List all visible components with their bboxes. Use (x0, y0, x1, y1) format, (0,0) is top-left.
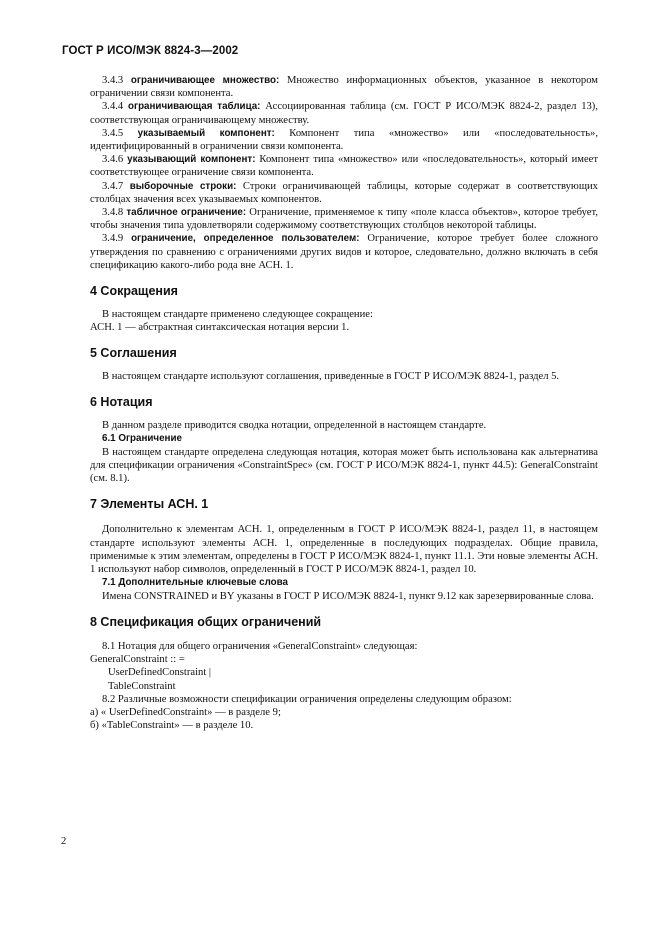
definition-text: Ассоциированная таблица (см. ГОСТ Р ИСО/МЭК 8824-2, раздел 13), соответствующая ограничивающему множеству. (90, 101, 598, 126)
subsection-6-1-title (90, 432, 598, 445)
clause-number: 3.4.3 (102, 75, 124, 86)
definition-3-4-4 (90, 100, 598, 126)
definition-3-4-8 (90, 206, 598, 232)
term: ограничивающая таблица: (128, 101, 261, 113)
term: ограничивающее множество: (130, 75, 280, 86)
section-6-1-paragraph: В настоящем стандарте определена следующая нотация, которая может быть использована как альтернатива для спецификации ограничения «ConstraintSpec» (см. ГОСТ Р ИСО/МЭК 8824-1, пункт 44.5): GeneralConstraint (см. 8.1). (90, 446, 598, 485)
definition-text: Множество информационных объектов, указанное в некотором ограничении связи компонента. (90, 75, 598, 100)
section-heading-6: 6 Нотация (90, 395, 153, 410)
section-heading-8: 8 Спецификация общих ограничений (90, 614, 322, 629)
definition-3-4-7 (90, 180, 598, 206)
section-heading-4: 4 Сокращения (90, 284, 178, 299)
clause-number: 3.4.7 (102, 180, 124, 192)
definition-text: Ограничение, которое требует более сложного утверждения по сравнению с ограничениями других видов и которое, следовательно, должно включать в себя спецификацию какого-либо рода вне АСН. 1. (90, 233, 598, 271)
definition-text: Компонент типа «множество» или «последовательность», идентифицированный в ограничении связи компонента. (90, 127, 598, 153)
grammar-line-3: TableConstraint (108, 680, 176, 692)
clause-number: 3.4.8 (102, 207, 124, 219)
clause-number: 3.4.6 (102, 154, 124, 166)
clause-number: 3.4.9 (102, 233, 124, 245)
term: ограничение, определенное пользователем: (131, 233, 360, 245)
definition-text: Ограничение, применяемое к типу «поле класса объектов», которое требует, чтобы значения типа удовлетворяли содержимому соответствующих столбцов некоторой таблицы. (90, 207, 598, 232)
page-content (90, 74, 598, 732)
list-item-b: б) «TableConstraint» — в разделе 10. (90, 720, 254, 732)
term: табличное ограничение: (126, 207, 247, 219)
list-item-a: а) « UserDefinedConstraint» — в разделе 9; (90, 706, 281, 718)
subsection-title: 6.1 Ограничение (102, 433, 182, 445)
definition-3-4-3 (90, 74, 598, 100)
term: указываемый компонент: (137, 127, 275, 139)
page-number: 2 (61, 836, 67, 847)
definition-3-4-6 (90, 153, 598, 179)
section-6-paragraph: В данном разделе приводится сводка нотации, определенной в настоящем стандарте. (102, 420, 487, 432)
section-5-paragraph: В настоящем стандарте используют соглашения, приведенные в ГОСТ Р ИСО/МЭК 8824-1, раздел 5. (102, 370, 560, 382)
section-8-2-paragraph: 8.2 Различные возможности спецификации ограничения определены следующим образом: (102, 693, 512, 705)
section-8-1-paragraph: 8.1 Нотация для общего ограничения «GeneralConstraint» следующая: (102, 640, 418, 652)
page-header: ГОСТ Р ИСО/МЭК 8824-3—2002 (62, 45, 239, 57)
definition-text: Строки ограничивающей таблицы, которые содержат в соответствующих столбцах значения всех указываемых компонентов. (90, 180, 598, 205)
section-4-abbreviation: АСН. 1 — абстрактная синтаксическая нотация версии 1. (90, 322, 350, 334)
section-4-paragraph: В настоящем стандарте применено следующее сокращение: (102, 309, 373, 321)
term: выборочные строки: (129, 180, 237, 192)
grammar-line-2: UserDefinedConstraint | (108, 667, 212, 679)
definition-text: Компонент типа «множество» или «последовательность», который имеет соответствующее ограничение связи компонента. (90, 154, 598, 179)
section-heading-7: 7 Элементы АСН. 1 (90, 497, 209, 512)
section-7-1-paragraph: Имена CONSTRAINED и BY указаны в ГОСТ Р ИСО/МЭК 8824-1, пункт 9.12 как зарезервированные слова. (102, 590, 594, 602)
subsection-title: 7.1 Дополнительные ключевые слова (102, 577, 288, 589)
clause-number: 3.4.4 (102, 101, 124, 113)
grammar-line-1: GeneralConstraint :: = (90, 654, 185, 666)
subsection-7-1-title (90, 576, 598, 589)
definition-3-4-9 (90, 232, 598, 272)
section-heading-5: 5 Соглашения (90, 345, 177, 360)
clause-number: 3.4.5 (102, 127, 124, 139)
section-7-paragraph: Дополнительно к элементам АСН. 1, определенным в ГОСТ Р ИСО/МЭК 8824-1, раздел 11, в настоящем стандарте используют элементы АСН. 1, определенные в последующих подразделах. Общие правила, применимые к этим элементам, определены в ГОСТ Р ИСО/МЭК 8824-1, пункт 11.1. Эти новые элементы АСН. 1 используют набор символов, определенный в ГОСТ Р ИСО/МЭК 8824-1, раздел 10. (90, 524, 598, 576)
definition-3-4-5 (90, 127, 598, 153)
term: указывающий компонент: (127, 154, 256, 166)
